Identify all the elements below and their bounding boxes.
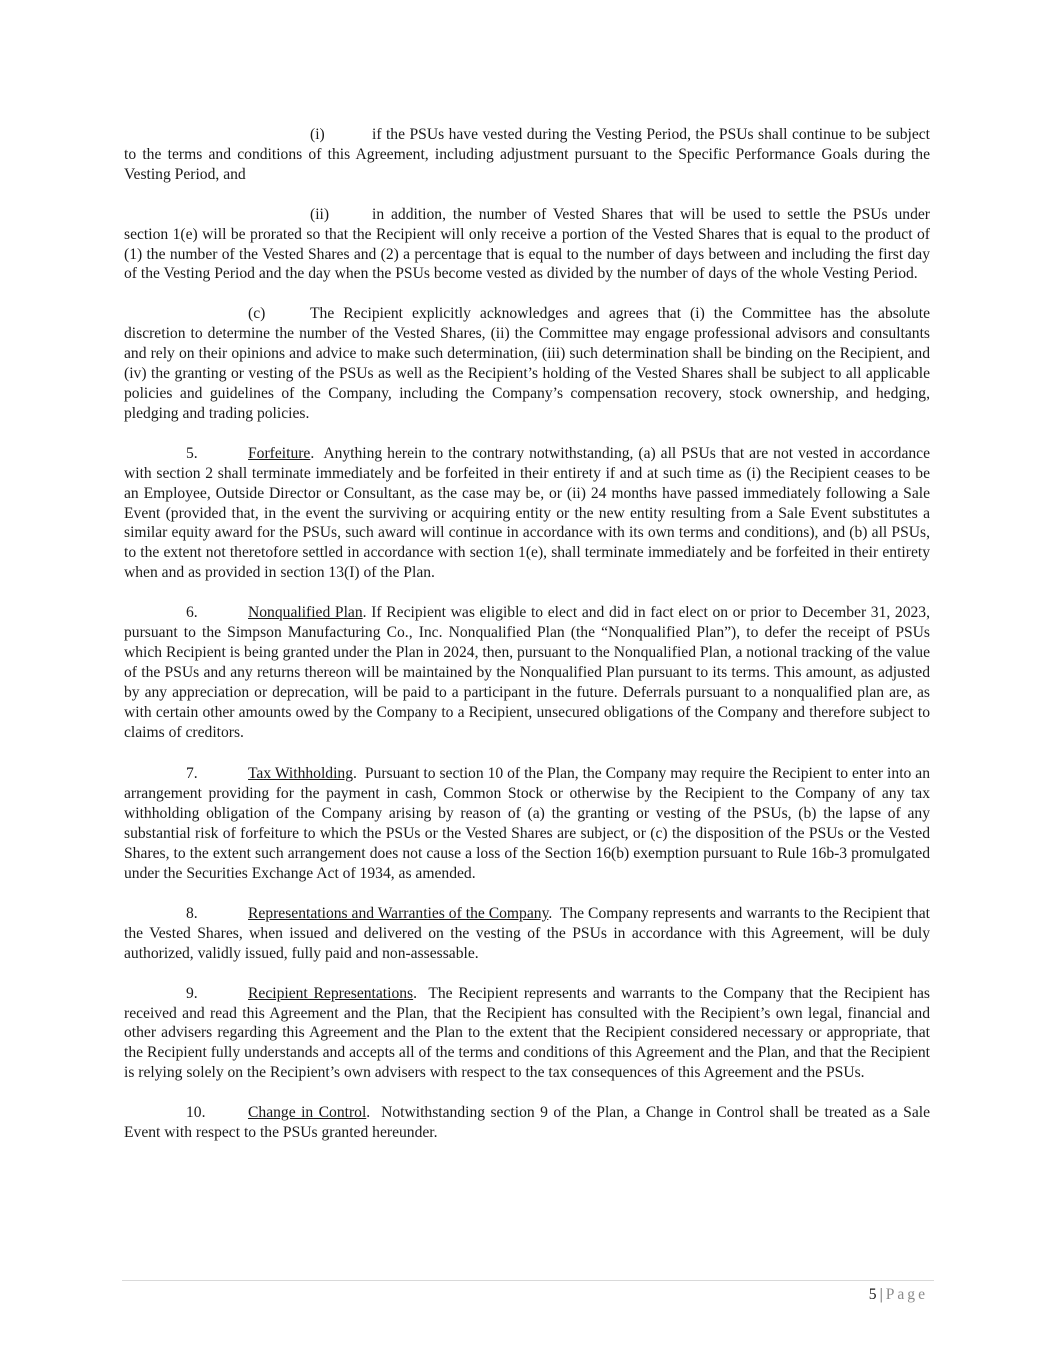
page-footer <box>869 1286 928 1304</box>
page-number: 5 <box>868 1286 877 1303</box>
clause-number: (ii) <box>310 205 330 223</box>
section-number: 10. <box>186 1104 206 1122</box>
section-number: 9. <box>186 984 198 1002</box>
section-heading: Change in Control <box>248 1104 367 1122</box>
section-text: The Recipient represents and warrants to the Company that the Recipient has received and read this Agreement and the Plan, that the Recipient has consulted with the Recipient’s own legal, financial and other advisers regarding this Agreement and the Plan to the extent that the Recipient considered necessary or appropriate, that the Recipient fully understands and accepts all of the terms and conditions of this Agreement and the Plan, and that the Recipient is relying solely on the Recipient’s own advisers with respect to the tax consequences of this Agreement and the PSUs. <box>124 984 931 1082</box>
clause-text: The Recipient explicitly acknowledges and agrees that (i) the Committee has the absolute discretion to determine the number of the Vested Shares, (ii) the Committee may engage professional advisors and consultants and rely on their opinions and advice to make such determination, (iii) such determination shall be binding on the Recipient, and (iv) the granting or vesting of the PSUs as well as the Recipient’s holding of the Vested Shares shall be subject to all applicable policies and guidelines of the Company, including the Company’s compensation recovery, stock ownership, and hedging, pledging and trading policies. <box>124 305 930 422</box>
section-heading: Recipient Representations <box>248 984 414 1002</box>
footer-separator: | <box>879 1286 883 1303</box>
clause-number: (i) <box>310 126 325 143</box>
section-text: If Recipient was eligible to elect and did in fact elect on or prior to December 31, 2023, pursuant to the Simpson Manufacturing Co., Inc. Nonqualified Plan (the “Nonqualified Plan”), to defer the receipt of PSUs which Recipient is being granted under the Plan in 2024, then, pursuant to the Nonqualified Plan, a notional tracking of the value of the PSUs and any returns thereon will be maintained by the Nonqualified Plan pursuant to its terms. This amount, as adjusted by any appreciation or deprecation, will be paid to a participant in the future. Deferrals pursuant to a nonqualified plan are, as with certain other amounts owed by the Company to a Recipient, unsecured obligations of the Company and therefore subject to claims of creditors. <box>124 604 931 741</box>
section-5-forfeiture: 5. Forfeiture. Anything herein to the contrary notwithstanding, (a) all PSUs that are not vested in accordance with section 2 shall terminate immediately and be forfeited in their entirety if and at such time as (i) the Recipient ceases to be an Employee, Outside Director or Consultant, as the case may be, or (ii) 24 months have passed immediately following a Sale Event (provided that, in the event the surviving or acquiring entity or the new entity resulting from a Sale Event substitutes a similar equity award for the PSUs, such award will continue in accordance with its own terms and conditions), and (b) all PSUs, to the extent not theretofore settled in accordance with section 1(e), shall terminate immediately and be forfeited in their entirety when and as provided in section 13(I) of the Plan. <box>124 444 930 582</box>
section-number: 5. <box>186 444 198 462</box>
section-number: 8. <box>186 904 198 922</box>
section-text: Anything herein to the contrary notwithstanding, (a) all PSUs that are not vested in accordance with section 2 shall terminate immediately and be forfeited in their entirety if and at such time as (i) the Recipient ceases to be an Employee, Outside Director or Consultant, as the case may be, or (ii) 24 months have passed immediately following a Sale Event (provided that, in the event the surviving or acquiring entity or the new entity resulting from a Sale Event substitutes a similar equity award for the PSUs, such award will continue in accordance with its own terms and conditions), and (b) all PSUs, to the extent not theretofore settled in accordance with section 1(e), shall terminate immediately and be forfeited in their entirety when and as provided in section 13(I) of the Plan. <box>124 444 930 582</box>
section-heading: Tax Withholding <box>248 765 354 783</box>
section-7-tax-withholding: 7. Tax Withholding. Pursuant to section 10 of the Plan, the Company may require the Recipient to enter into an arrangement providing for the payment in cash, Common Stock or otherwise by the Recipient to the Company of any tax withholding obligation of the Company arising by reason of (a) the granting or vesting of the PSUs, (b) the lapse of any substantial risk of forfeiture to which the PSUs or the Vested Shares are subject, or (c) the disposition of the PSUs or the Vested Shares, to the extent such arrangement does not cause a loss of the Section 16(b) exemption pursuant to Rule 16b-3 promulgated under the Securities Exchange Act of 1934, as amended. <box>124 765 930 882</box>
section-text: The Company represents and warrants to the Recipient that the Vested Shares, when issued and delivered on the vesting of the PSUs in accordance with this Agreement, will be duly authorized, validly issued, fully paid and non-assessable. <box>124 904 930 962</box>
section-number: 7. <box>186 765 198 783</box>
page-label: Page <box>885 1286 928 1303</box>
clause-4b-i <box>124 125 930 185</box>
clause-text: in addition, the number of Vested Shares that will be used to settle the PSUs under section 1(e) will be prorated so that the Recipient will only receive a portion of the Vested Shares that is equal to the product of (1) the number of the Vested Shares and (2) a percentage that is equal to the number of days between and including the first day of the Vesting Period and the day when the PSUs become vested as divided by the number of days of the whole Vesting Period. <box>124 205 930 283</box>
clause-number: (c) <box>248 305 266 323</box>
footer-divider <box>122 1280 934 1281</box>
section-heading: Representations and Warranties of the Company <box>248 904 549 922</box>
section-number: 6. <box>186 604 198 622</box>
clause-4c <box>124 304 930 423</box>
section-text: Pursuant to section 10 of the Plan, the Company may require the Recipient to enter into an arrangement providing for the payment in cash, Common Stock or otherwise by the Recipient to the Company of any tax withholding obligation of the Company arising by reason of (a) the granting or vesting of the PSUs, (b) the lapse of any substantial risk of forfeiture to which the PSUs or the Vested Shares are subject, or (c) the disposition of the PSUs or the Vested Shares, to the extent such arrangement does not cause a loss of the Section 16(b) exemption pursuant to Rule 16b-3 promulgated under the Securities Exchange Act of 1934, as amended. <box>124 765 930 882</box>
section-6-nonqualified-plan: 6. Nonqualified Plan. If Recipient was eligible to elect and did in fact elect on or prior to December 31, 2023, pursuant to the Simpson Manufacturing Co., Inc. Nonqualified Plan (the “Nonqualified Plan”), to defer the receipt of PSUs which Recipient is being granted under the Plan in 2024, then, pursuant to the Nonqualified Plan, a notional tracking of the value of the PSUs and any returns thereon will be maintained by the Nonqualified Plan pursuant to its terms. This amount, as adjusted by any appreciation or deprecation, will be paid to a participant in the future. Deferrals pursuant to a nonqualified plan are, as with certain other amounts owed by the Company to a Recipient, unsecured obligations of the Company and therefore subject to claims of creditors. <box>124 604 931 741</box>
section-heading: Forfeiture <box>248 444 311 462</box>
section-text: Notwithstanding section 9 of the Plan, a Change in Control shall be treated as a Sale Event with respect to the PSUs granted hereunder. <box>124 1104 930 1142</box>
clause-text: if the PSUs have vested during the Vesting Period, the PSUs shall continue to be subject to the terms and conditions of this Agreement, including adjustment pursuant to the Specific Performance Goals during the Vesting Period, and <box>124 126 930 183</box>
section-8-representations-company: 8. Representations and Warranties of the Company. The Company represents and warrants to the Recipient that the Vested Shares, when issued and delivered on the vesting of the PSUs in accordance with this Agreement, will be duly authorized, validly issued, fully paid and non-assessable. <box>124 904 930 962</box>
clause-4b-ii <box>124 205 930 285</box>
document-page <box>124 125 930 1163</box>
section-10-change-in-control: 10. Change in Control. Notwithstanding section 9 of the Plan, a Change in Control shall be treated as a Sale Event with respect to the PSUs granted hereunder. <box>124 1104 930 1142</box>
section-9-recipient-representations: 9. Recipient Representations. The Recipient represents and warrants to the Company that the Recipient has received and read this Agreement and the Plan, that the Recipient has consulted with the Recipient’s own legal, financial and other advisers regarding this Agreement and the Plan to the extent that the Recipient considered necessary or appropriate, that the Recipient fully understands and accepts all of the terms and conditions of this Agreement and the Plan, and that the Recipient is relying solely on the Recipient’s own advisers with respect to the tax consequences of this Agreement and the PSUs. <box>124 984 931 1082</box>
section-heading: Nonqualified Plan <box>248 604 363 622</box>
